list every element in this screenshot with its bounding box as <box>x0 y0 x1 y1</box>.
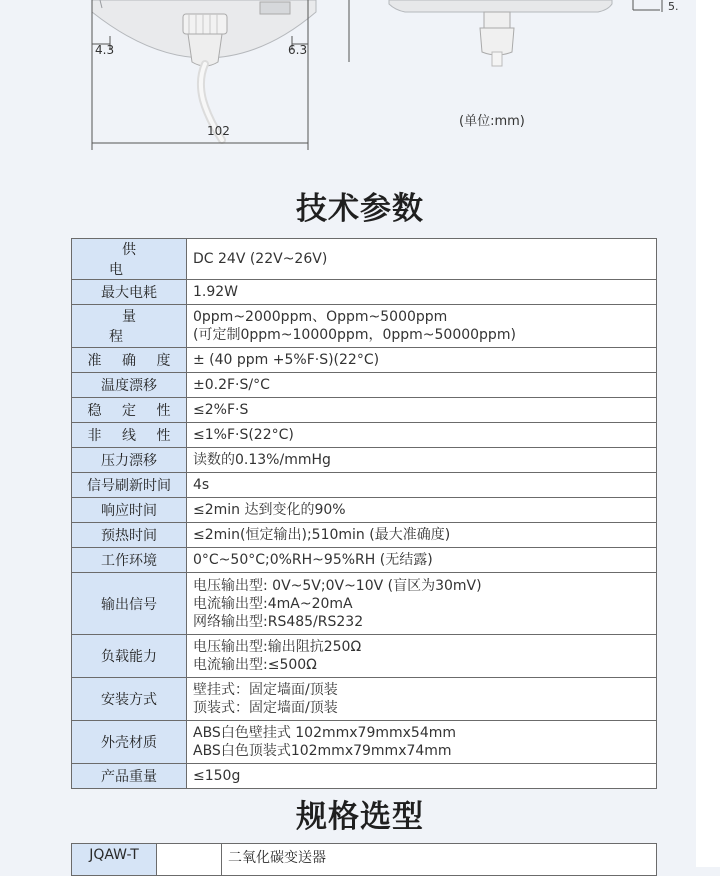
spec-value-line: ≤2min(恒定输出);510min (最大准确度) <box>193 527 451 543</box>
spec-row <box>72 280 657 305</box>
spec-key <box>72 305 187 348</box>
spec-row <box>72 239 657 280</box>
spec-key <box>72 548 187 573</box>
spec-row <box>72 423 657 448</box>
spec-row <box>72 721 657 764</box>
spec-value <box>187 635 657 678</box>
spec-value <box>187 498 657 523</box>
spec-value-line: 电流输出型:4mA~20mA <box>193 595 353 612</box>
spec-row <box>72 305 657 348</box>
model-blank <box>157 844 222 876</box>
dimension-drawing-svg <box>0 0 696 165</box>
side-view-gland-top <box>484 12 510 28</box>
side-view-housing <box>389 0 612 12</box>
spec-key-label: 预热时间 <box>101 528 157 544</box>
spec-key-label: 输出信号 <box>101 596 157 613</box>
model-table <box>71 843 657 876</box>
spec-value-line: 壁挂式：固定墙面/顶装 <box>193 682 338 698</box>
spec-key <box>72 423 187 448</box>
spec-value <box>187 573 657 635</box>
spec-value-line: 电流输出型:≤500Ω <box>193 657 317 673</box>
spec-row <box>72 348 657 373</box>
spec-row <box>72 678 657 721</box>
spec-value-line: 网络输出型:RS485/RS232 <box>193 613 364 630</box>
spec-key-label: 工作环境 <box>101 553 157 569</box>
spec-key-label: 温度漂移 <box>101 378 157 394</box>
spec-key <box>72 764 187 789</box>
spec-key <box>72 523 187 548</box>
spec-key-label: 量 程 <box>109 309 162 345</box>
model-desc: 二氧化碳变送器 <box>222 844 657 876</box>
spec-key-label: 非 线 性 <box>87 428 179 444</box>
spec-value-line: DC 24V (22V~26V) <box>193 251 328 267</box>
spec-value-line: (可定制0ppm~10000ppm，0ppm~50000ppm) <box>193 327 516 343</box>
spec-row <box>72 448 657 473</box>
spec-value <box>187 305 657 348</box>
unit-note: (单位:mm) <box>459 114 525 129</box>
spec-key <box>72 678 187 721</box>
spec-section-title: 技术参数 <box>296 191 424 227</box>
spec-key <box>72 473 187 498</box>
dim-side: 5. <box>668 0 679 13</box>
dim-right-offset: 6.3 <box>288 43 308 57</box>
spec-value-line: 0°C~50°C;0%RH~95%RH (无结露) <box>193 552 433 568</box>
spec-key-label: 压力漂移 <box>101 453 157 469</box>
spec-row <box>72 764 657 789</box>
spec-key-label: 供 电 <box>109 242 162 278</box>
spec-value-line: ±0.2F·S/°C <box>193 377 270 393</box>
spec-key-label: 外壳材质 <box>101 735 157 751</box>
side-view-cable <box>492 52 502 66</box>
spec-row <box>72 473 657 498</box>
spec-value <box>187 721 657 764</box>
spec-key <box>72 498 187 523</box>
spec-value-line: 0ppm~2000ppm、Oppm~5000ppm <box>193 309 448 325</box>
spec-value <box>187 373 657 398</box>
spec-value-line: ≤1%F·S(22°C) <box>193 427 294 443</box>
spec-value-line: ≤2%F·S <box>193 402 249 418</box>
spec-value-line: 电压输出型: 0V~5V;0V~10V (盲区为30mV) <box>193 577 482 594</box>
spec-key <box>72 635 187 678</box>
spec-key <box>72 398 187 423</box>
model-row <box>72 844 657 876</box>
spec-key <box>72 280 187 305</box>
spec-key <box>72 448 187 473</box>
dim-left-offset: 4.3 <box>95 43 115 57</box>
spec-key-label: 稳 定 性 <box>87 403 179 419</box>
dim-width: 102 <box>207 124 230 138</box>
spec-value <box>187 448 657 473</box>
spec-value-line: ABS白色顶装式102mmx79mmx74mm <box>193 743 452 759</box>
spec-value-line: ≤2min 达到变化的90% <box>193 502 346 518</box>
spec-key-label: 信号刷新时间 <box>87 478 171 494</box>
model-section-title: 规格选型 <box>296 799 424 835</box>
spec-value <box>187 523 657 548</box>
model-code: JQAW-T <box>72 844 157 876</box>
right-border-strip <box>696 0 720 867</box>
spec-row <box>72 398 657 423</box>
spec-row <box>72 573 657 635</box>
spec-value-line: ± (40 ppm +5%F·S)(22°C) <box>193 352 380 368</box>
spec-value-line: 4s <box>193 477 210 493</box>
spec-key-label: 负载能力 <box>101 649 157 665</box>
spec-value <box>187 678 657 721</box>
spec-key <box>72 573 187 635</box>
spec-value <box>187 348 657 373</box>
cable-gland-nut <box>183 14 227 34</box>
spec-key <box>72 239 187 280</box>
spec-value <box>187 398 657 423</box>
spec-table <box>71 238 657 789</box>
spec-row <box>72 523 657 548</box>
side-view-gland <box>480 28 514 55</box>
housing-label-area <box>260 2 290 14</box>
spec-value <box>187 473 657 498</box>
spec-value <box>187 239 657 280</box>
spec-row <box>72 548 657 573</box>
spec-value <box>187 764 657 789</box>
spec-value-line: ≤150g <box>193 768 241 784</box>
spec-key <box>72 721 187 764</box>
spec-value-line: 读数的0.13%/mmHg <box>193 452 331 468</box>
spec-key-label: 安装方式 <box>101 692 157 708</box>
spec-value <box>187 423 657 448</box>
spec-key <box>72 373 187 398</box>
spec-value-line: ABS白色壁挂式 102mmx79mmx54mm <box>193 725 457 741</box>
spec-key-label: 产品重量 <box>101 769 157 785</box>
spec-key-label: 响应时间 <box>101 503 157 519</box>
spec-value-line: 电压输出型:输出阻抗250Ω <box>193 639 362 655</box>
dimension-drawing <box>0 0 696 165</box>
spec-row <box>72 373 657 398</box>
spec-value-line: 1.92W <box>193 284 239 300</box>
spec-value <box>187 280 657 305</box>
spec-value-line: 顶装式：固定墙面/顶装 <box>193 700 338 716</box>
spec-row <box>72 498 657 523</box>
spec-key <box>72 348 187 373</box>
spec-value <box>187 548 657 573</box>
spec-key-label: 最大电耗 <box>101 285 157 301</box>
spec-row <box>72 635 657 678</box>
spec-key-label: 准 确 度 <box>87 353 179 369</box>
